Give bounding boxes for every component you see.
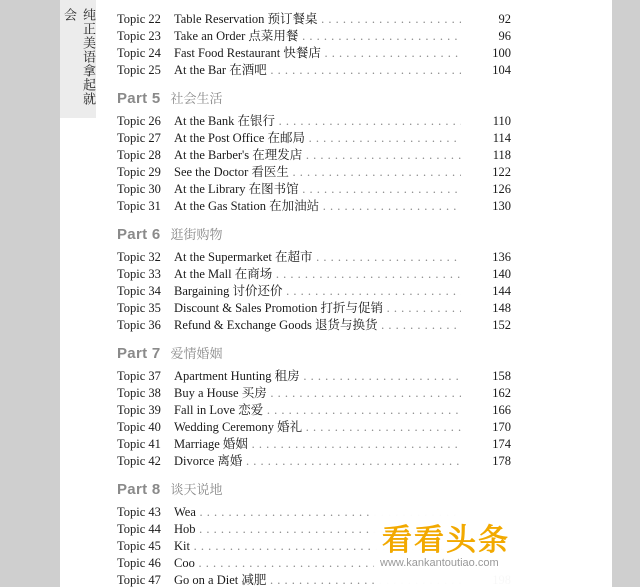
page-number: 118 — [492, 148, 511, 162]
topic-number: Topic 23 — [117, 29, 161, 43]
part-heading — [117, 89, 223, 109]
part-label: Part 8 — [117, 481, 161, 498]
part-heading — [117, 480, 223, 500]
part-name: 逛街购物 — [170, 228, 223, 243]
topic-number: Topic 26 — [117, 114, 161, 128]
toc-entry[interactable] — [117, 45, 511, 62]
topic-title: Wea . . . — [174, 504, 461, 521]
page-number: 170 — [492, 420, 511, 434]
page-number: 136 — [492, 250, 511, 264]
topic-number: Topic 43 — [117, 505, 161, 519]
watermark-url: www.kankantoutiao.com — [380, 557, 499, 569]
page-number: 158 — [492, 369, 511, 383]
page-number: 100 — [492, 46, 511, 60]
topic-title: Apartment Hunting 租房 . . . — [174, 368, 461, 385]
topic-number: Topic 38 — [117, 386, 161, 400]
page-number: 148 — [492, 301, 511, 315]
toc-entry[interactable] — [117, 317, 511, 334]
page-number: 178 — [492, 454, 511, 468]
toc-entry[interactable] — [117, 164, 511, 181]
page-number: 114 — [492, 131, 511, 145]
part-label: Part 7 — [117, 345, 161, 362]
toc-entry[interactable] — [117, 266, 511, 283]
toc-entry[interactable] — [117, 198, 511, 215]
page-number: 130 — [492, 199, 511, 213]
topic-number: Topic 45 — [117, 539, 161, 553]
toc-entry[interactable] — [117, 368, 511, 385]
topic-number: Topic 24 — [117, 46, 161, 60]
topic-title: Coo . . . — [174, 555, 461, 572]
topic-number: Topic 39 — [117, 403, 161, 417]
page-number: 140 — [492, 267, 511, 281]
page-number: 162 — [492, 386, 511, 400]
topic-title: Discount & Sales Promotion 打折与促销 . . . — [174, 300, 461, 317]
side-tab — [60, 0, 96, 118]
part-name: 社会生活 — [170, 92, 223, 107]
toc-entry[interactable] — [117, 147, 511, 164]
topic-number: Topic 40 — [117, 420, 161, 434]
page-number: 92 — [498, 12, 511, 26]
toc-entry[interactable] — [117, 181, 511, 198]
page-number: 96 — [498, 29, 511, 43]
toc-entry[interactable] — [117, 300, 511, 317]
page-number: 126 — [492, 182, 511, 196]
topic-number: Topic 47 — [117, 573, 161, 587]
part-heading — [117, 344, 223, 364]
topic-number: Topic 28 — [117, 148, 161, 162]
part-label: Part 5 — [117, 90, 161, 107]
page-number: 144 — [492, 284, 511, 298]
toc-entry[interactable] — [117, 62, 511, 79]
page-number: 152 — [492, 318, 511, 332]
topic-number: Topic 25 — [117, 63, 161, 77]
topic-number: Topic 42 — [117, 454, 161, 468]
page-number: 174 — [492, 437, 511, 451]
topic-title: Bargaining 讨价还价 . . . — [174, 283, 461, 300]
topic-title: At the Gas Station 在加油站 . . . — [174, 198, 461, 215]
topic-number: Topic 27 — [117, 131, 161, 145]
topic-title: Wedding Ceremony 婚礼 . . . — [174, 419, 461, 436]
topic-number: Topic 36 — [117, 318, 161, 332]
topic-number: Topic 31 — [117, 199, 161, 213]
topic-title: Fall in Love 恋爱 . . . — [174, 402, 461, 419]
toc-entry[interactable] — [117, 28, 511, 45]
topic-number: Topic 29 — [117, 165, 161, 179]
page-number: 166 — [492, 403, 511, 417]
watermark-logo-text: 看看头条 — [382, 523, 510, 558]
topic-number: Topic 34 — [117, 284, 161, 298]
topic-number: Topic 46 — [117, 556, 161, 570]
topic-title: At the Mall 在商场 . . . — [174, 266, 461, 283]
toc-entry[interactable] — [117, 283, 511, 300]
page-number: 104 — [492, 63, 511, 77]
topic-title: Hob . . . — [174, 521, 461, 538]
watermark — [374, 513, 612, 587]
topic-title: Marriage 婚姻 . . . — [174, 436, 461, 453]
topic-title: At the Bar 在酒吧 . . . — [174, 62, 461, 79]
topic-title: At the Bank 在银行 . . . — [174, 113, 461, 130]
topic-title: At the Supermarket 在超市 . . . — [174, 249, 461, 266]
topic-number: Topic 35 — [117, 301, 161, 315]
topic-title: At the Barber's 在理发店 . . . — [174, 147, 461, 164]
topic-title: Buy a House 买房 . . . — [174, 385, 461, 402]
topic-title: Take an Order 点菜用餐 . . . — [174, 28, 461, 45]
part-heading — [117, 225, 223, 245]
page-number: 110 — [492, 114, 511, 128]
toc-entry[interactable] — [117, 130, 511, 147]
topic-number: Topic 41 — [117, 437, 161, 451]
part-name: 爱情婚姻 — [170, 347, 223, 362]
toc-entry[interactable] — [117, 419, 511, 436]
part-name: 谈天说地 — [170, 483, 223, 498]
topic-title: Refund & Exchange Goods 退货与换货 . . . — [174, 317, 461, 334]
toc-entry[interactable] — [117, 402, 511, 419]
topic-title: At the Library 在图书馆 . . . — [174, 181, 461, 198]
topic-number: Topic 33 — [117, 267, 161, 281]
toc-entry[interactable] — [117, 11, 511, 28]
toc-entry[interactable] — [117, 249, 511, 266]
topic-number: Topic 44 — [117, 522, 161, 536]
topic-title: See the Doctor 看医生 . . . — [174, 164, 461, 181]
toc-entry[interactable] — [117, 453, 511, 470]
topic-number: Topic 22 — [117, 12, 161, 26]
toc-entry[interactable] — [117, 113, 511, 130]
topic-number: Topic 32 — [117, 250, 161, 264]
topic-title: Fast Food Restaurant 快餐店 . . . — [174, 45, 461, 62]
book-page — [60, 0, 612, 587]
topic-title: Kit . . . — [174, 538, 461, 555]
topic-title: Table Reservation 预订餐桌 . . . — [174, 11, 461, 28]
book-side-title: 纯正美语拿起就会 — [61, 8, 95, 106]
topic-title: Divorce 离婚 . . . — [174, 453, 461, 470]
topic-number: Topic 30 — [117, 182, 161, 196]
page-number: 122 — [492, 165, 511, 179]
toc-entry[interactable] — [117, 436, 511, 453]
topic-title: At the Post Office 在邮局 . . . — [174, 130, 461, 147]
part-label: Part 6 — [117, 226, 161, 243]
topic-title: Go on a Diet 减肥 . . . — [174, 572, 461, 587]
topic-number: Topic 37 — [117, 369, 161, 383]
toc-entry[interactable] — [117, 385, 511, 402]
